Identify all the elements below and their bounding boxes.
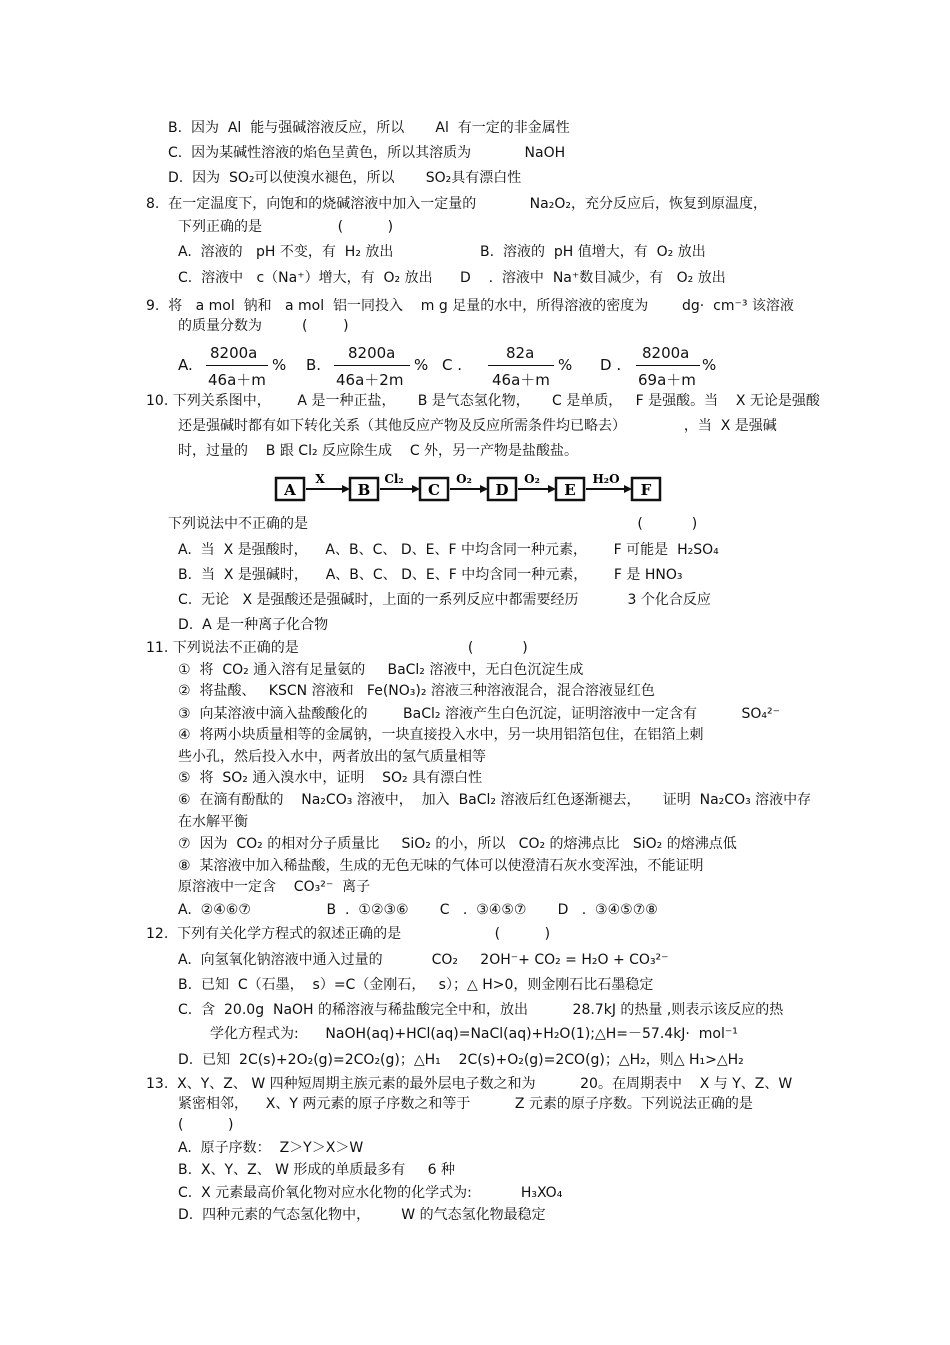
flow-arrow-label: Cl₂ [384,472,404,486]
q8-stem-cont: 下列正确的是 ( ) [178,219,394,235]
flow-arrow-label: O₂ [524,472,540,486]
fraction-bar [636,365,700,366]
flow-arrow-x [306,472,350,493]
flow-box-label: A [284,481,296,499]
q12-stem: 12. 下列有关化学方程式的叙述正确的是 ( ) [146,926,551,942]
q12-option-a: A. 向氢氧化钠溶液中通入过量的 CO₂ 2OH⁻+ CO₂ = H₂O + CO₃²⁻ [178,952,669,968]
percent-sign: % [272,356,287,374]
q8-option-c: C. 溶液中 c（Na⁺）增大，有 O₂ 放出 [178,270,433,286]
q11-item-2: ② 将盐酸、 KSCN 溶液和 Fe(NO₃)₂ 溶液三种溶液混合，混合溶液显红色 [178,683,655,699]
q11-stem: 11. 下列说法不正确的是 ( ) [146,640,528,656]
q10-prompt: 下列说法中不正确的是 ( ) [168,516,698,532]
q10-option-a: A. 当 X 是强酸时， A、B、C、 D、E、F 中均含同一种元素， F 可能是 H₂SO₄ [178,542,719,558]
q11-item-5: ⑤ 将 SO₂ 通入溴水中，证明 SO₂ 具有漂白性 [178,770,483,786]
q12-option-c: C. 含 20.0g NaOH 的稀溶液与稀盐酸完全中和，放出 28.7kJ 的热量 ,则表示该反应的热 [178,1002,784,1018]
percent-sign: % [414,356,429,374]
q13-stem-cont: 紧密相邻， X、Y 两元素的原子序数之和等于 Z 元素的原子序数。下列说法正确的是 [178,1096,753,1112]
q10-option-b: B. 当 X 是强碱时， A、B、C、 D、E、F 中均含同一种元素， F 是 HNO₃ [178,567,683,583]
q10-option-c: C. 无论 X 是强酸还是强碱时，上面的一系列反应中都需要经历 3 个化合反应 [178,592,711,608]
q8-stem: 8. 在一定温度下，向饱和的烧碱溶液中加入一定量的 Na₂O₂，充分反应后，恢复到原温度， [146,196,767,212]
option-label: D . [600,356,622,374]
q9-stem-cont: 的质量分数为 ( ) [178,318,349,334]
q13-option-c: C. X 元素最高价氧化物对应水化物的化学式为: H₃XO₄ [178,1185,563,1201]
flow-box-d [488,478,516,500]
q8-option-d: D . 溶液中 Na⁺数目减少，有 O₂ 放出 [460,270,726,286]
q9-option-a [178,342,298,388]
flow-arrow-cl2 [380,472,420,493]
q11-item-4: ④ 将两小块质量相等的金属钠，一块直接投入水中，另一块用铝箔包住，在铝箔上刺 [178,727,704,743]
q9-option-b [306,342,436,388]
q11-item-7: ⑦ 因为 CO₂ 的相对分子质量比 SiO₂ 的小，所以 CO₂ 的熔沸点比 SiO₂ 的熔沸点低 [178,836,737,852]
flow-box-f [632,478,660,500]
fraction-numerator: 82a [506,344,535,362]
q11-item-1: ① 将 CO₂ 通入溶有足量氨的 BaCl₂ 溶液中，无白色沉淀生成 [178,662,584,678]
q13-option-d: D. 四种元素的气态氢化物中， W 的气态氢化物最稳定 [178,1207,546,1223]
q9-option-c [442,342,582,388]
flow-arrow-label: X [315,472,325,486]
q12-option-d: D. 已知 2C(s)+2O₂(g)=2CO₂(g)；△H₁ 2C(s)+O₂(g)=2CO(g)；△H₂，则△ H₁>△H₂ [178,1052,744,1068]
flow-box-e [556,478,584,500]
flow-box-label: B [357,481,371,499]
q9-stem-units: dg· cm⁻³ 该溶液 [682,298,794,314]
fraction-denominator: 46a＋m [492,371,550,389]
q7-option-c: C. 因为某碱性溶液的焰色呈黄色，所以其溶质为 NaOH [168,145,566,161]
q12-option-c-cont: 学化方程式为: NaOH(aq)+HCl(aq)=NaCl(aq)+H₂O(1);△H=－57.4kJ· mol⁻¹ [210,1026,738,1042]
q11-options: A. ②④⑥⑦ B . ①②③⑥ C . ③④⑤⑦ D . ③④⑤⑦⑧ [178,902,658,918]
fraction-denominator: 46a＋m [208,371,266,389]
flow-arrow-o2-2 [518,472,556,493]
q13-stem: 13. X、Y、Z、 W 四种短周期主族元素的最外层电子数之和为 20。在周期表中 X 与 Y、Z、W [146,1076,793,1092]
q11-item-8: ⑧ 某溶液中加入稀盐酸，生成的无色无味的气体可以使澄清石灰水变浑浊，不能证明 [178,858,704,874]
q8-option-b: B. 溶液的 pH 值增大，有 O₂ 放出 [480,244,706,260]
q11-item-4-cont: 些小孔，然后投入水中，两者放出的氢气质量相等 [178,749,486,765]
fraction-bar [206,365,268,366]
option-label: B. [306,356,322,374]
flow-box-label: C [428,481,440,499]
q11-item-8-cont: 原溶液中一定含 CO₃²⁻ 离子 [178,879,371,895]
q10-option-d: D. A 是一种离子化合物 [178,617,329,633]
flow-box-b [350,478,378,500]
flow-box-label: F [640,481,652,499]
q7-option-d: D. 因为 SO₂可以使溴水褪色，所以 SO₂具有漂白性 [168,170,522,186]
conversion-flow-diagram [270,471,670,507]
q13-option-b: B. X、Y、Z、 W 形成的单质最多有 6 种 [178,1162,456,1178]
q11-item-6: ⑥ 在滴有酚酞的 Na₂CO₃ 溶液中， 加入 BaCl₂ 溶液后红色逐渐褪去， 证明 Na₂CO₃ 溶液中存 [178,792,812,808]
q9-stem: 9. 将 a mol 钠和 a mol 铝一同投入 m g 足量的水中，所得溶液的密度为 [146,298,649,314]
fraction-denominator: 46a＋2m [336,371,404,389]
percent-sign: % [558,356,573,374]
flow-box-a [276,478,304,500]
fraction-numerator: 8200a [348,344,396,362]
flow-arrow-label: H₂O [592,472,620,486]
q13-option-a: A. 原子序数： Z＞Y＞X＞W [178,1140,364,1156]
option-label: A. [178,356,193,374]
fraction-bar [488,365,554,366]
q12-option-b: B. 已知 C（石墨， s）=C（金刚石， s）；△ H>0，则金刚石比石墨稳定 [178,977,654,993]
q9-option-d [600,342,730,388]
q7-option-b: B. 因为 Al 能与强碱溶液反应，所以 Al 有一定的非金属性 [168,120,570,136]
fraction-denominator: 69a＋m [638,371,696,389]
q11-item-3: ③ 向某溶液中滴入盐酸酸化的 BaCl₂ 溶液产生白色沉淀，证明溶液中一定含有 SO₄²⁻ [178,706,780,722]
q10-stem-cont-1: 还是强碱时都有如下转化关系（其他反应产物及反应所需条件均已略去） ，当 X 是强碱 [178,418,777,434]
percent-sign: % [702,356,717,374]
flow-box-c [420,478,448,500]
fraction-numerator: 8200a [642,344,690,362]
flow-arrow-label: O₂ [456,472,472,486]
q8-option-a: A. 溶液的 pH 不变，有 H₂ 放出 [178,244,394,260]
flow-arrow-h2o [586,472,632,493]
fraction-numerator: 8200a [210,344,258,362]
q13-answer-paren: ( ) [178,1117,234,1133]
option-label: C . [442,356,463,374]
flow-box-label: D [495,481,509,499]
flow-box-label: E [564,481,576,499]
q10-stem-cont-2: 时，过量的 B 跟 Cl₂ 反应除生成 C 外，另一产物是盐酸盐。 [178,443,579,459]
flow-arrow-o2-1 [450,472,488,493]
fraction-bar [334,365,410,366]
q11-item-6-cont: 在水解平衡 [178,814,248,830]
q10-stem: 10. 下列关系图中， A 是一种正盐， B 是气态氢化物， C 是单质， F 是强酸。当 X 无论是强酸 [146,393,820,409]
